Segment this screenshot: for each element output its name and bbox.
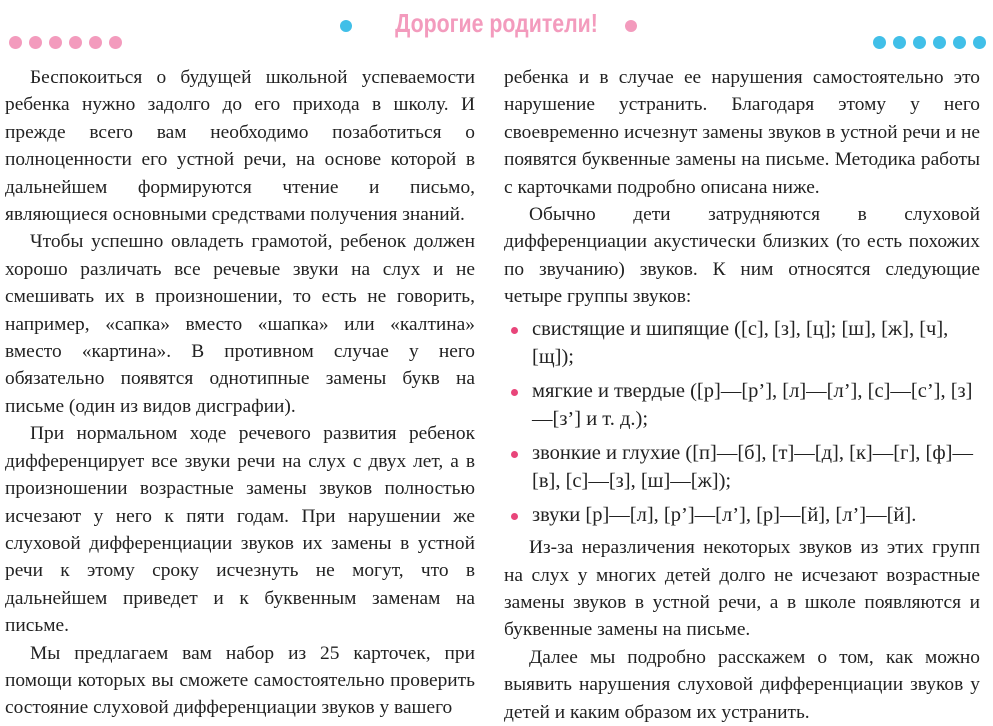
decorative-dot bbox=[873, 36, 886, 49]
paragraph-continuation: ребенка и в случае ее нарушения самостоятельно это нарушение устранить. Благодаря этому у него своевременно исчезнут замены звуков в устной речи и не появятся буквенные замены на письме. Методика работы с карточками подробно описана ниже. bbox=[504, 67, 980, 198]
decorative-dot bbox=[49, 36, 62, 49]
bullet-icon bbox=[511, 389, 518, 396]
paragraph: При нормальном ходе речевого развития ребенок дифференцирует все звуки речи на слух с двух лет, а в произношении возрастные замены звуков полностью исчезают у него к пяти годам. При нарушении же слуховой дифференциации звуков их замены в устной речи к этому сроку исчезнуть не могут, что в дальнейшем приведет и к буквенным заменам на письме. bbox=[5, 423, 475, 637]
bullet-icon bbox=[511, 451, 518, 458]
paragraph: Обычно дети затрудняются в слуховой дифференциации акустически близких (то есть похожих по звучанию) звуков. К ним относятся следующие четыре группы звуков: bbox=[504, 204, 980, 308]
list-item bbox=[504, 377, 980, 434]
paragraph: Беспокоиться о будущей школьной успеваемости ребенка нужно задолго до его прихода в школу. И прежде всего вам необходимо позаботиться о полноценности его устной речи, на основе которой в дальнейшем формируются чтение и письмо, являющиеся основными средствами получения знаний. bbox=[5, 67, 475, 226]
decorative-dot bbox=[893, 36, 906, 49]
sound-groups-list bbox=[504, 315, 980, 530]
paragraph: Далее мы подробно расскажем о том, как можно выявить нарушения слуховой дифференциации звуков у детей и каким образом их устранить. bbox=[504, 646, 980, 723]
page-header bbox=[0, 0, 993, 60]
paragraph: Мы предлагаем вам набор из 25 карточек, при помощи которых вы сможете самостоятельно проверить состояние слуховой дифференциации звуков у вашего bbox=[5, 642, 475, 719]
decorative-dot bbox=[933, 36, 946, 49]
decorative-dot bbox=[953, 36, 966, 49]
paragraph: Чтобы успешно овладеть грамотой, ребенок должен хорошо различать все речевые звуки на слух и не смешивать их в произношении, то есть не говорить, например, «сапка» вместо «шапка» или «калтина» вместо «картина». В противном случае у него обязательно появятся однотипные замены букв на письме (один из видов дисграфии). bbox=[5, 231, 475, 417]
bullet-icon bbox=[511, 513, 518, 520]
decorative-dot bbox=[625, 20, 637, 32]
list-item-text: свистящие и шипящие ([с], [з], [ц]; [ш], [ж], [ч], [щ]); bbox=[532, 317, 949, 369]
list-item-text: звонкие и глухие ([п]—[б], [т]—[д], [к]—[г], [ф]—[в], [с]—[з], [ш]—[ж]); bbox=[532, 441, 973, 493]
paragraph: Из-за неразличения некоторых звуков из этих групп на слух у многих детей долго не исчезают возрастные замены звуков в устной речи, а в школе появляются и буквенные замены на письме. bbox=[504, 537, 980, 641]
list-item-text: звуки [р]—[л], [р’]—[л’], [р]—[й], [л’]—[й]. bbox=[532, 503, 917, 526]
right-column bbox=[504, 64, 980, 726]
bullet-icon bbox=[511, 327, 518, 334]
list-item bbox=[504, 501, 980, 530]
decorative-dot bbox=[913, 36, 926, 49]
page-title: Дорогие родители! bbox=[395, 8, 598, 38]
decorative-dot bbox=[973, 36, 986, 49]
decorative-dot bbox=[9, 36, 22, 49]
decorative-dot bbox=[29, 36, 42, 49]
left-column bbox=[5, 64, 475, 722]
list-item bbox=[504, 439, 980, 496]
list-item-text: мягкие и твердые ([р]—[р’], [л]—[л’], [с]—[с’], [з]—[з’] и т. д.); bbox=[532, 379, 973, 431]
list-item bbox=[504, 315, 980, 372]
decorative-dot bbox=[69, 36, 82, 49]
